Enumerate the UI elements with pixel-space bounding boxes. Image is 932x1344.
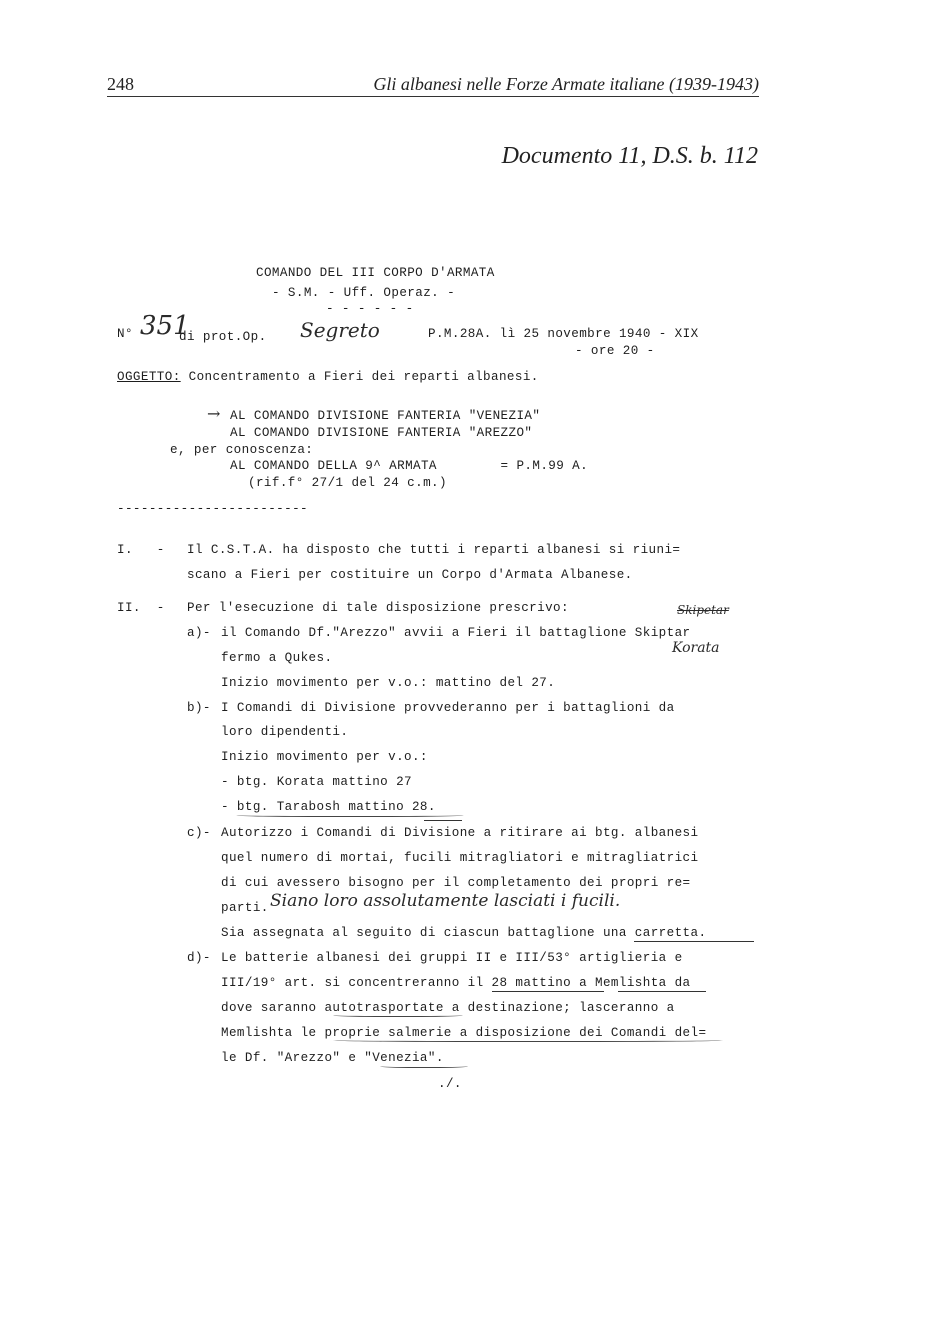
running-title: Gli albanesi nelle Forze Armate italiane (1939-1943): [373, 74, 759, 94]
item-a-line1: il Comando Df."Arezzo" avvii a Fieri il battaglione Skiptar: [221, 626, 691, 640]
item-c-label: c)-: [187, 826, 211, 840]
item-c-line4: parti.: [221, 901, 269, 915]
addressee-3: AL COMANDO DELLA 9^ ARMATA = P.M.99 A.: [230, 459, 589, 473]
item-b-line2: loro dipendenti.: [221, 725, 349, 739]
letterhead-line3: - - - - - -: [326, 302, 414, 316]
handwritten-underline: [634, 941, 754, 942]
subject-line: [117, 370, 539, 384]
letterhead-line1: COMANDO DEL III CORPO D'ARMATA: [256, 266, 495, 280]
handwritten-underline: [333, 1038, 723, 1042]
running-header: [107, 74, 759, 96]
handwritten-underline: [618, 991, 706, 992]
cc-label: e, per conoscenza:: [170, 443, 314, 457]
addressee-1: AL COMANDO DIVISIONE FANTERIA "VENEZIA": [230, 409, 541, 423]
item-b-label: b)-: [187, 701, 211, 715]
letterhead-line2: - S.M. - Uff. Operaz. -: [272, 286, 456, 300]
handwritten-arrow: →: [207, 404, 221, 423]
para-I-line2: scano a Fieri per costituire un Corpo d'Armata Albanese.: [187, 568, 633, 582]
item-c-line5: Sia assegnata al seguito di ciascun battaglione una carretta.: [221, 926, 707, 940]
header-rule: [107, 96, 759, 97]
protocol-number-handwritten: 351: [140, 311, 190, 341]
item-b-line1: I Comandi di Divisione provvederanno per i battaglioni da: [221, 701, 675, 715]
para-II-number: II. -: [117, 601, 165, 615]
item-d-label: d)-: [187, 951, 211, 965]
item-d-line3: dove saranno autotrasportate a destinazione; lasceranno a: [221, 1001, 675, 1015]
handwritten-struck-word: Skipetar: [677, 603, 729, 617]
handwritten-underline: [424, 820, 462, 821]
item-d-line1: Le batterie albanesi dei gruppi II e III/53° artiglieria e: [221, 951, 683, 965]
place-date: P.M.28A. lì 25 novembre 1940 - XIX: [428, 327, 699, 341]
section-divider: ------------------------: [117, 502, 308, 516]
para-I-line1: Il C.S.T.A. ha disposto che tutti i reparti albanesi si riuni=: [187, 543, 681, 557]
document-label: Documento 11, D.S. b. 112: [501, 143, 758, 169]
item-c-line3: di cui avessero bisogno per il completamento dei propri re=: [221, 876, 691, 890]
item-a-line3: Inizio movimento per v.o.: mattino del 27.: [221, 676, 556, 690]
item-b-line4: - btg. Korata mattino 27: [221, 775, 412, 789]
protocol-text: di prot.Op.: [179, 330, 267, 344]
item-b-line3: Inizio movimento per v.o.:: [221, 750, 428, 764]
protocol-prefix: N°: [117, 327, 133, 341]
continuation-mark: ./.: [438, 1077, 462, 1091]
handwritten-annotation: Siano loro assolutamente lasciati i fucili.: [270, 891, 621, 911]
para-I-number: I. -: [117, 543, 165, 557]
handwritten-underline: [380, 1064, 468, 1068]
item-a-label: a)-: [187, 626, 211, 640]
item-a-line2: fermo a Qukes.: [221, 651, 333, 665]
item-d-line5: le Df. "Arezzo" e "Venezia".: [221, 1051, 444, 1065]
item-b-line5: - btg. Tarabosh mattino 28.: [221, 800, 436, 814]
item-c-line1: Autorizzo i Comandi di Divisione a ritirare ai btg. albanesi: [221, 826, 699, 840]
item-d-line2: III/19° art. si concentreranno il 28 mattino a Memlishta da: [221, 976, 691, 990]
item-c-line2: quel numero di mortai, fucili mitragliatori e mitragliatrici: [221, 851, 699, 865]
handwritten-underline: [236, 813, 464, 817]
page-number: 248: [107, 74, 134, 94]
handwritten-underline: [492, 991, 604, 992]
handwritten-underline: [333, 1013, 463, 1017]
reference-note: (rif.f° 27/1 del 24 c.m.): [248, 476, 447, 490]
subject-label: OGGETTO:: [117, 370, 181, 384]
handwritten-correction: Korata: [672, 640, 720, 656]
para-II-intro: Per l'esecuzione di tale disposizione prescrivo:: [187, 601, 569, 615]
addressee-2: AL COMANDO DIVISIONE FANTERIA "AREZZO": [230, 426, 533, 440]
time-of-issue: - ore 20 -: [575, 344, 655, 358]
item-d-line4: Memlishta le proprie salmerie a disposizione dei Comandi del=: [221, 1026, 707, 1040]
classification-handwritten: Segreto: [300, 318, 380, 342]
subject-text: Concentramento a Fieri dei reparti albanesi.: [180, 370, 539, 384]
